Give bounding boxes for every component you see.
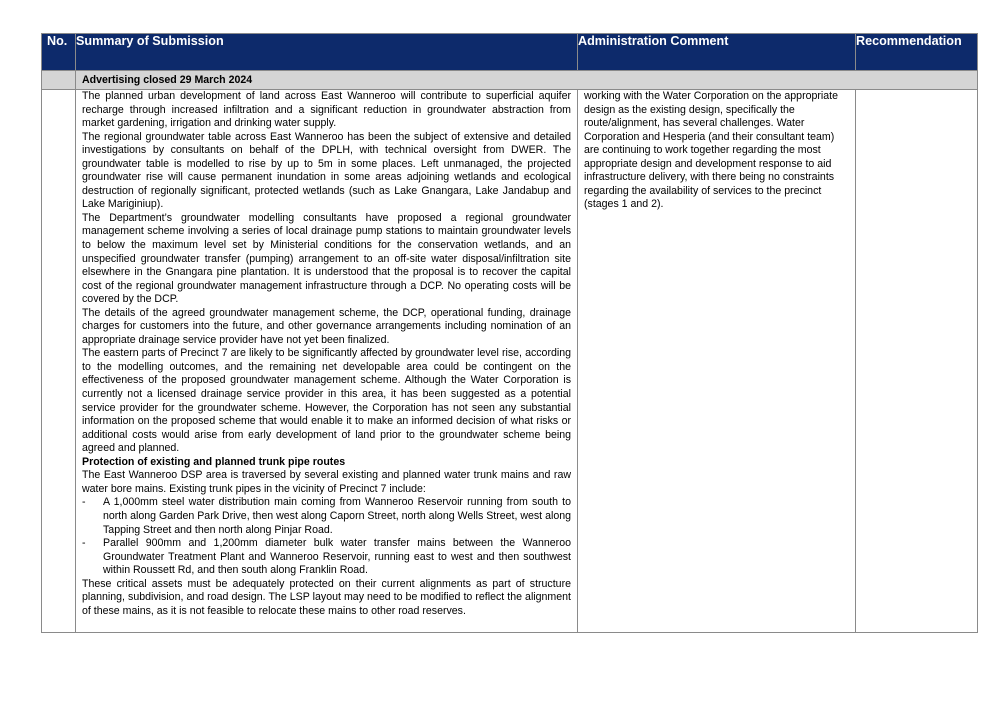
- list-item-text: Parallel 900mm and 1,200mm diameter bulk water transfer mains between the Wanneroo Groundwater Treatment Plant and Wanneroo Reservoir, running east to west and then southwest within Roussett Rd, and then south along Franklin Road.: [103, 537, 571, 577]
- summary-paragraph: The eastern parts of Precinct 7 are likely to be significantly affected by groundwater level rise, according to the modelling outcomes, and the remaining net developable area could be contingent on the effectiveness of the proposed groundwater management scheme. Although the Water Corporation is currently not a licensed drainage service provider in this area, it has been suggested as a potential service provider for the groundwater scheme. However, the Corporation has not seen any substantial information on the proposed scheme that would enable it to make an informed decision of what risks or additional costs would arise from early development of land prior to the groundwater scheme being agreed and planned.: [82, 347, 571, 455]
- advertising-closed-label: Advertising closed 29 March 2024: [82, 74, 253, 86]
- recommendation-cell: [856, 90, 978, 633]
- trunk-pipe-heading: Protection of existing and planned trunk pipe routes: [82, 455, 346, 468]
- submissions-table: [41, 33, 978, 633]
- header-recommendation: Recommendation: [856, 34, 978, 71]
- trunk-pipe-closing: These critical assets must be adequately protected on their current alignments as part of structure planning, subdivision, and road design. The LSP layout may need to be modified to reflect the alignment of these mains, as it is not feasible to relocate these mains to other road reserves.: [82, 577, 571, 617]
- bullet-dash: -: [82, 537, 86, 550]
- summary-paragraph: The details of the agreed groundwater management scheme, the DCP, operational funding, drainage charges for customers into the future, and other governance arrangements including nomination of an appropriate drainage service provider have not yet been finalized.: [82, 306, 571, 346]
- list-item: [82, 496, 571, 537]
- summary-paragraph: The regional groundwater table across East Wanneroo has been the subject of extensive and detailed investigations by consultants on behalf of the DPLH, with technical oversight from DWER. The groundwater table is modelled to rise by up to 5m in some places. Left unmanaged, the projected groundwater rise will cause permanent inundation in some areas adjoining wetlands and ecological destruction of regionally significant, protected wetlands (such as Lake Gnangara, Lake Jandabup and Lake Mariginiup).: [82, 130, 571, 211]
- bullet-dash: -: [82, 496, 86, 509]
- advertising-row: [42, 71, 978, 90]
- list-item: [82, 537, 571, 578]
- submission-number-cell: [42, 90, 76, 633]
- summary-paragraph: The planned urban development of land across East Wanneroo will contribute to superficial aquifer recharge through increased infiltration and a significant reduction in groundwater abstraction from market gardening, irrigation and drinking water supply.: [82, 90, 571, 130]
- table-header-row: [42, 34, 978, 71]
- table-row: [42, 90, 978, 633]
- administration-comment-text: working with the Water Corporation on the appropriate design as the existing design, specifically the route/alignment, has several challenges. Water Corporation and Hesperia (and their consultant team) are continuing to work together regarding the most appropriate design and development response to aid infrastructure delivery, with there being no constraints regarding the availability of services to the precinct (stages 1 and 2).: [584, 90, 838, 211]
- advertising-row-cell: [76, 71, 978, 90]
- advertising-row-no-cell: [42, 71, 76, 90]
- trunk-pipe-list: [82, 496, 571, 577]
- administration-comment-cell: [578, 90, 856, 633]
- summary-paragraph: The Department’s groundwater modelling consultants have proposed a regional groundwater management scheme involving a series of local drainage pump stations to maintain groundwater levels to below the maximum level set by Ministerial conditions for the conservation wetlands, and an unspecified groundwater transfer (pumping) arrangement to an off-site water disposal/infiltration site elsewhere in the Gnangara pine plantation. It is understood that the proposal is to recover the capital cost of the regional groundwater management infrastructure through a DCP. No operating costs will be covered by the DCP.: [82, 211, 571, 306]
- summary-cell: [76, 90, 578, 633]
- list-item-text: A 1,000mm steel water distribution main coming from Wanneroo Reservoir running from south to north along Garden Park Drive, then west along Caporn Street, north along Wells Street, west along Tapping Street and then north along Pinjar Road.: [103, 496, 571, 536]
- header-summary: Summary of Submission: [76, 34, 578, 71]
- header-no: No.: [42, 34, 76, 71]
- summary-text: [76, 90, 577, 632]
- trunk-pipe-intro: The East Wanneroo DSP area is traversed by several existing and planned water trunk mains and raw water bore mains. Existing trunk pipes in the vicinity of Precinct 7 include:: [82, 469, 571, 495]
- header-administration-comment: Administration Comment: [578, 34, 856, 71]
